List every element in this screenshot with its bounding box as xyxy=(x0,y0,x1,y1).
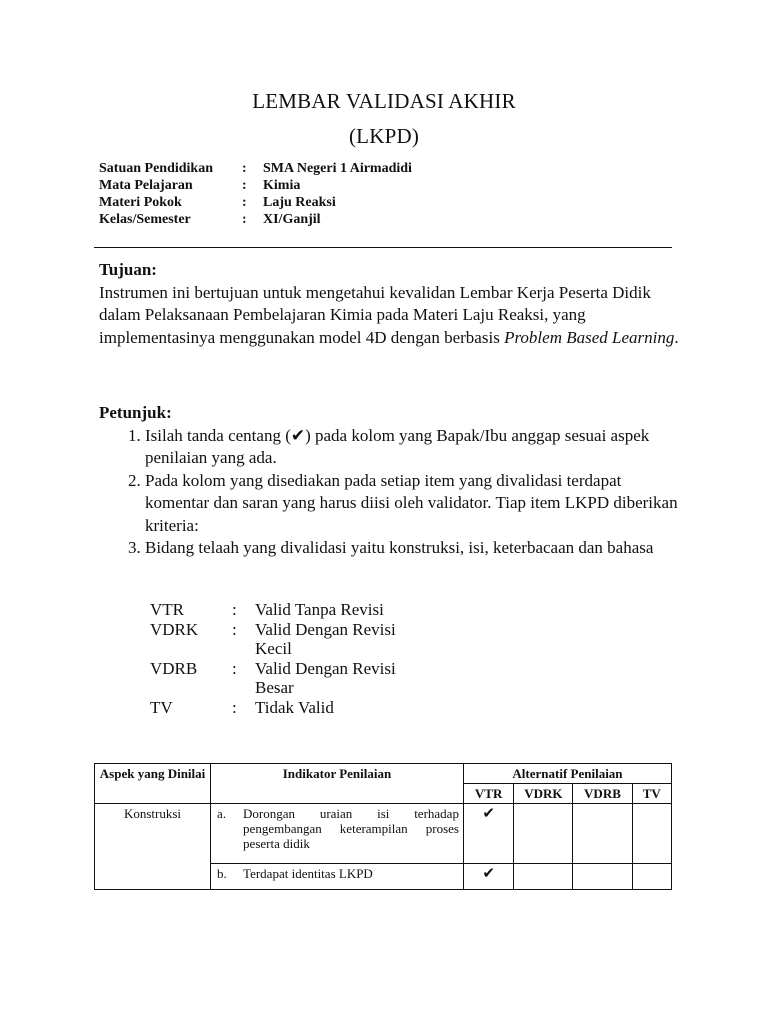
abbr-row xyxy=(150,600,415,620)
list-item: 1. Isilah tanda centang (✔) pada kolom yang Bapak/Ibu anggap sesuai aspek penilaian yang ada. xyxy=(145,425,679,470)
abbr-code: TV xyxy=(150,697,173,717)
check-cell-tv[interactable] xyxy=(632,804,671,864)
header-vdrb: VDRB xyxy=(573,784,632,804)
meta-row-mapel xyxy=(99,177,412,194)
indicator-text: Dorongan uraian isi terhadap pengembangan keterampilan proses peserta didik xyxy=(243,806,459,851)
meta-value: Kimia xyxy=(263,178,301,193)
meta-label: Materi Pokok xyxy=(99,195,182,210)
check-cell-vtr[interactable]: ✔ xyxy=(463,804,513,864)
document-subtitle: (LKPD) xyxy=(348,124,420,148)
tujuan-body: Instrumen ini bertujuan untuk mengetahui kevalidan Lembar Kerja Peserta Didik dalam Pelaksanaan Pembelajaran Kimia pada Materi Laju Reaksi, yang implementasinya menggunakan model 4D dengan berbasis xyxy=(99,282,651,347)
divider xyxy=(94,247,672,248)
check-cell-vtr[interactable]: ✔ xyxy=(463,864,513,890)
identity-block xyxy=(99,160,412,228)
indicator-cell xyxy=(211,804,464,864)
abbr-separator: : xyxy=(232,600,237,619)
meta-separator: : xyxy=(242,195,247,210)
meta-row-kelas xyxy=(99,211,412,228)
tujuan-heading: Tujuan: xyxy=(99,260,157,279)
header-vdrk: VDRK xyxy=(514,784,573,804)
meta-separator: : xyxy=(242,178,247,193)
meta-value: XI/Ganjil xyxy=(263,212,321,227)
meta-value: Laju Reaksi xyxy=(263,195,336,210)
abbr-code: VDRB xyxy=(150,658,198,678)
document-title: LEMBAR VALIDASI AKHIR xyxy=(252,89,516,113)
indicator-text: Terdapat identitas LKPD xyxy=(243,866,373,881)
meta-value: SMA Negeri 1 Airmadidi xyxy=(263,161,412,176)
abbr-code: VDRK xyxy=(150,619,199,639)
tujuan-end: . xyxy=(674,327,679,347)
abbr-desc: Valid Dengan Revisi Kecil xyxy=(255,619,396,658)
meta-separator: : xyxy=(242,212,247,227)
abbreviation-legend xyxy=(150,600,415,717)
indicator-cell xyxy=(211,864,464,890)
tujuan-text xyxy=(99,282,679,350)
header-alternatif: Alternatif Penilaian xyxy=(463,764,671,784)
petunjuk-list xyxy=(99,425,679,560)
meta-label: Mata Pelajaran xyxy=(99,178,193,193)
abbr-desc: Valid Tanpa Revisi xyxy=(255,600,384,619)
tujuan-section xyxy=(99,259,679,349)
abbr-row xyxy=(150,659,415,698)
header-tv: TV xyxy=(632,784,671,804)
meta-label: Satuan Pendidikan xyxy=(99,161,213,176)
header-vtr: VTR xyxy=(463,784,513,804)
aspek-cell: Konstruksi xyxy=(95,804,211,890)
check-cell-vdrb[interactable] xyxy=(573,864,632,890)
table-header-row xyxy=(95,764,672,784)
petunjuk-heading: Petunjuk: xyxy=(99,403,172,422)
check-cell-vdrb[interactable] xyxy=(573,804,632,864)
indicator-letter: b. xyxy=(217,866,227,881)
abbr-row xyxy=(150,620,415,659)
check-cell-tv[interactable] xyxy=(632,864,671,890)
meta-separator: : xyxy=(242,161,247,176)
abbr-separator: : xyxy=(232,658,237,678)
abbr-row xyxy=(150,698,415,718)
validation-table xyxy=(94,763,672,890)
indicator-letter: a. xyxy=(217,806,227,821)
petunjuk-section xyxy=(99,402,679,560)
abbr-desc: Valid Dengan Revisi Besar xyxy=(255,658,396,697)
abbr-desc: Tidak Valid xyxy=(255,697,334,717)
header-aspek: Aspek yang Dinilai xyxy=(95,764,211,804)
list-item: 3. Bidang telaah yang divalidasi yaitu konstruksi, isi, keterbacaan dan bahasa xyxy=(145,537,679,560)
meta-label: Kelas/Semester xyxy=(99,212,191,227)
check-cell-vdrk[interactable] xyxy=(514,804,573,864)
tujuan-italic: Problem Based Learning xyxy=(504,327,675,347)
check-cell-vdrk[interactable] xyxy=(514,864,573,890)
abbr-separator: : xyxy=(232,619,237,639)
meta-row-materi xyxy=(99,194,412,211)
abbr-code: VTR xyxy=(150,600,184,619)
header-indikator: Indikator Penilaian xyxy=(211,764,464,804)
abbr-separator: : xyxy=(232,697,237,717)
list-item: 2. Pada kolom yang disediakan pada setiap item yang divalidasi terdapat komentar dan saran yang harus diisi oleh validator. Tiap item LKPD diberikan kriteria: xyxy=(145,470,679,538)
table-row xyxy=(95,804,672,864)
meta-row-satuan xyxy=(99,160,412,177)
